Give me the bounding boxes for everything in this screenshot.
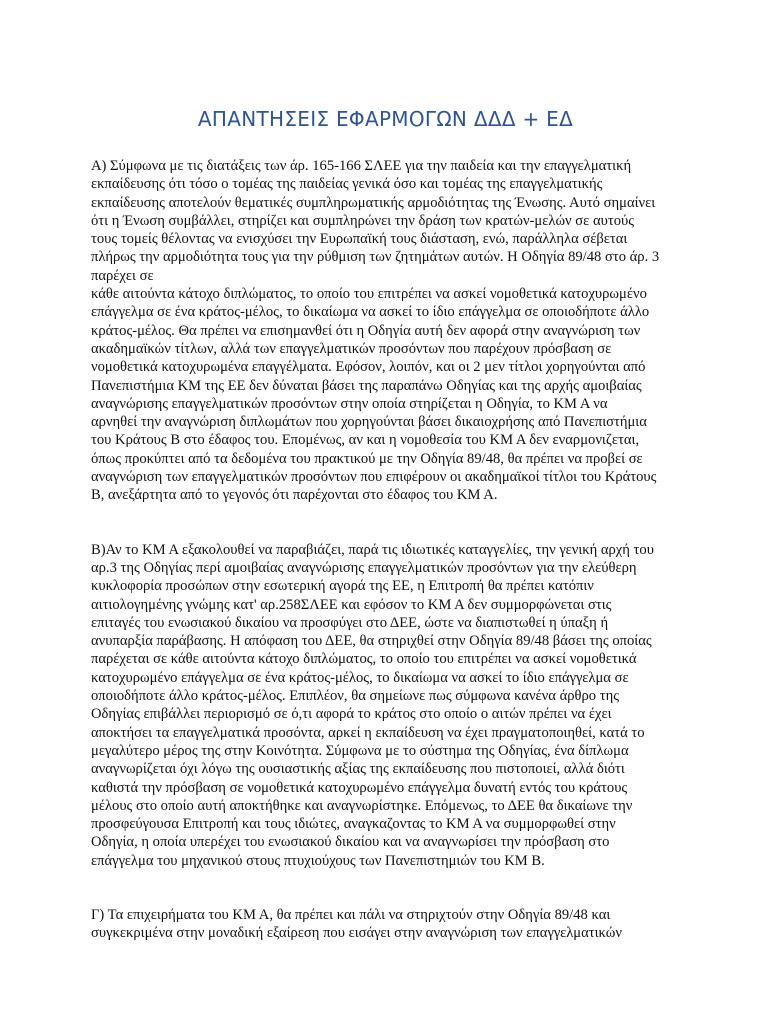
text-line: Οδηγίας επιβάλλει περιορισμό σε ό,τι αφορά το κράτος στο οποίο ο αιτών πρέπει να έχει <box>91 706 612 723</box>
text-line: εκπαίδευσης ότι τόσο ο τομέας της παιδείας γενικά όσο και τομέας της επαγγελματικής <box>91 176 603 193</box>
text-line: αιτιολογημένης γνώμης κατ' αρ.258ΣΛΕΕ και εφόσον το ΚΜ Α δεν συμμορφώνεται στις <box>91 596 612 613</box>
text-line: ανυπαρξία παράβασης. Η απόφαση του ΔΕΕ, θα στηριχθεί στην Οδηγία 89/48 βάσει της οποίας <box>91 633 652 650</box>
text-line: παρέχεται σε κάθε αιτούντα κάτοχο διπλώματος, το οποίο του επιτρέπει να ασκεί νομοθετικά <box>91 651 637 668</box>
text-line: Οδηγία, η οποία υπερέχει του ενωσιακού δικαίου και να αναγνωρίσει την πρόσβαση στο <box>91 834 610 851</box>
text-line: του Κράτους Β στο έδαφος του. Επομένως, αν και η νομοθεσία του ΚΜ Α δεν εναρμονιζεται, <box>91 432 640 449</box>
text-line: καθιστά την πρόσβαση σε νομοθετικά κατοχυρωμένο επάγγελμα δυνατή εντός του κράτους <box>91 779 628 796</box>
text-line: όπως προκύπτει από τα δεδομένα του πρακτικού με την Οδηγία 89/48, θα πρέπει να προβεί σε <box>91 450 643 467</box>
text-line: προσφεύγουσα Επιτροπή και τους ιδιώτες, αναγκαζοντας το ΚΜ Α να συμμορφωθεί στην <box>91 816 616 833</box>
text-line: μέλους στο οποίο αυτή αποκτήθηκε και αναγνωρίστηκε. Επόμενως, το ΔΕΕ θα δικαίωνε την <box>91 797 633 814</box>
text-line: μεγαλύτερο μέρος της στην Κοινότητα. Σύμφωνα με το σύστημα της Οδηγίας, ένα δίπλωμα <box>91 742 629 759</box>
paragraph-spacer <box>91 870 680 906</box>
text-line: αναγνώριση των επαγγελματικών προσόντων που επιφέρουν οι ακαδημαϊκοί τίτλοι του Κράτους <box>91 469 657 486</box>
paragraph-c <box>91 906 680 943</box>
text-line: εκπαίδευσης αποτελούν θεματικές συμπληρωματικής αρμοδιότητας της Ένωσης. Αυτό σημαίνει <box>91 194 656 211</box>
text-line: Πανεπιστήμια ΚΜ της ΕΕ δεν δύναται βάσει της παραπάνω Οδηγίας και της αρχής αμοιβαίας <box>91 377 642 394</box>
paragraph-a <box>91 157 680 505</box>
text-line: Β, ανεξάρτητα από το γεγονός ότι παρέχονται στο έδαφος του ΚΜ Α. <box>91 487 498 504</box>
text-line: παρέχει σε <box>91 267 154 284</box>
text-line: επάγγελμα σε ένα κράτος-μέλος, το δικαίωμα να ασκεί το ίδιο επάγγελμα σε οποιοδήποτε άλλο <box>91 304 650 321</box>
text-line: αναγνωρίζεται όχι λόγω της ουσιαστικής αξίας της εκπαίδευσης που πιστοποιεί, αλλά διότι <box>91 761 625 778</box>
text-line: αποκτήσει τα επαγγελματικά προσόντα, αρκεί η εκπαίδευση να έχει πραγματοποιηθεί, κατά το <box>91 724 645 741</box>
text-line: κατοχυρωμένο επάγγελμα σε ένα κράτος-μέλος, το δικαίωμα να ασκεί το ίδιο επάγγελμα σε <box>91 669 629 686</box>
text-line: κυκλοφορία προσώπων στην εσωτερική αγορά της ΕΕ, η Επιτροπή θα πρέπει κατόπιν <box>91 578 594 595</box>
text-line: πλήρως την αρμοδιότητα τους για την ρύθμιση των ζητημάτων αυτών. Η Οδηγία 89/48 στο άρ. 3 <box>91 249 660 266</box>
text-line: κράτος-μέλος. Θα πρέπει να επισημανθεί ότι η Οδηγία αυτή δεν αφορά στην αναγνώριση των <box>91 322 641 339</box>
text-line: αναγνώρισης επαγγελματικών προσόντων στην οποία στηρίζεται η Οδηγία, το ΚΜ Α να <box>91 395 608 412</box>
document-title: ΑΠΑΝΤΗΣΕΙΣ ΕΦΑΡΜΟΓΩΝ ΔΔΔ + ΕΔ <box>197 107 574 131</box>
text-line: επιταγές του ενωσιακού δικαίου να προσφύγει στο ΔΕΕ, ώστε να διαπιστωθεί η ύπαξη ή <box>91 614 609 631</box>
text-line: οποιοδήποτε άλλο κράτος-μέλος. Επιπλέον, θα σημείωνε πως σύμφωνα κανένα άρθρο της <box>91 688 619 705</box>
text-line: ακαδημαϊκών τίτλων, αλλά των επαγγελματικών προσόντων που παρέχουν πρόσβαση σε <box>91 340 612 357</box>
text-line: τους τομείς θέλοντας να ενισχύσει την Ευρωπαϊκή τους διάσταση, ενώ, παράλληλα σέβεται <box>91 231 628 248</box>
text-line: Γ) Τα επιχειρήματα του ΚΜ Α, θα πρέπει και πάλι να στηριχτούν στην Οδηγία 89/48 και <box>91 906 611 923</box>
text-line: Β)Αν το ΚΜ Α εξακολουθεί να παραβιάζει, παρά τις ιδιωτικές καταγγελίες, την γενική αρχή του <box>91 541 654 558</box>
text-line: αρ.3 της Οδηγίας περί αμοιβαίας αναγνώρισης επαγγελματικών προσόντων για την ελεύθερη <box>91 559 637 576</box>
paragraph-spacer <box>91 505 680 541</box>
paragraph-b <box>91 541 680 870</box>
text-line: συγκεκριμένα στην μοναδική εξαίρεση που εισάγει στην αναγνώριση των επαγγελματικών <box>91 925 622 942</box>
text-line: κάθε αιτούντα κάτοχο διπλώματος, το οποίο του επιτρέπει να ασκεί νομοθετικά κατοχυρωμένο <box>91 286 647 303</box>
text-line: αρνηθεί την αναγνώριση διπλωμάτων που χορηγούνται βάσει δικαιοχρήσης από Πανεπιστήμια <box>91 414 647 431</box>
text-line: επάγγελμα του μηχανικού στους πτυχιούχους των Πανεπιστημιών του ΚΜ Β. <box>91 852 545 869</box>
text-line: νομοθετικά κατοχυρωμένα επαγγέλματα. Εφόσον, λοιπόν, και οι 2 μεν τίτλοι χορηγούνται από <box>91 359 646 376</box>
text-line: Α) Σύμφωνα με τις διατάξεις των άρ. 165-166 ΣΛΕΕ για την παιδεία και την επαγγελματική <box>91 158 632 174</box>
text-line: ότι η Ένωση συμβάλλει, στηρίζει και συμπληρώνει την δράση των κρατών-μελών σε αυτούς <box>91 212 634 229</box>
